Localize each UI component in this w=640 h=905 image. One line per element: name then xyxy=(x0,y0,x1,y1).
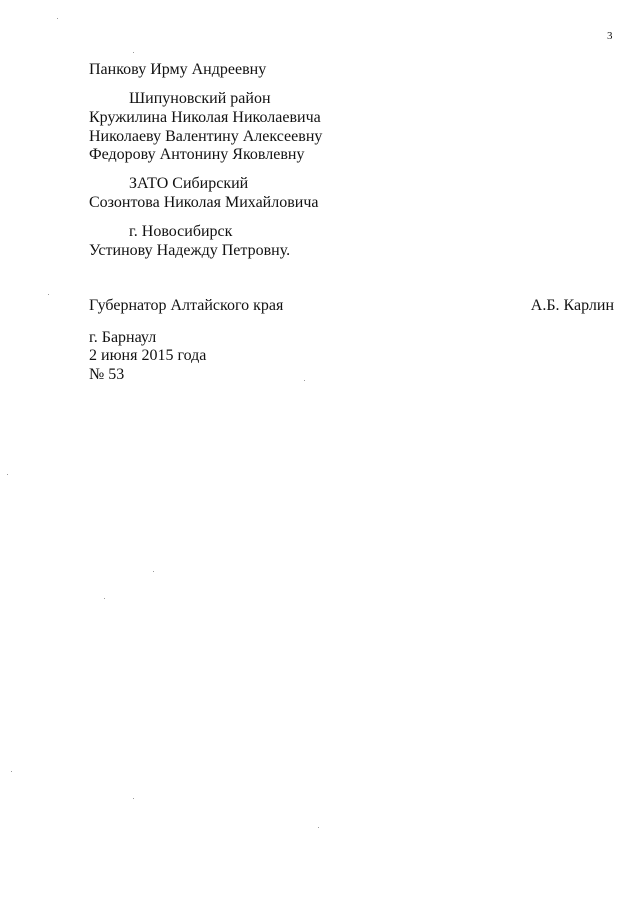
scan-speck xyxy=(7,474,8,475)
footer-city: г. Барнаул xyxy=(89,329,157,346)
footer-number: № 53 xyxy=(89,366,125,383)
person-name: Кружилина Николая Николаевича xyxy=(89,109,321,126)
district-heading: Шипуновский район xyxy=(129,90,271,107)
district-heading: ЗАТО Сибирский xyxy=(129,175,249,192)
scan-speck xyxy=(11,771,12,772)
scan-speck xyxy=(133,52,134,53)
signatory-name: А.Б. Карлин xyxy=(530,297,614,314)
scan-speck xyxy=(153,571,154,572)
district-heading: г. Новосибирск xyxy=(129,223,233,240)
person-name: Устинову Надежду Петровну. xyxy=(89,242,291,259)
person-name: Федорову Антонину Яковлевну xyxy=(89,146,305,163)
page-number: 3 xyxy=(607,30,613,42)
scan-speck xyxy=(318,827,319,828)
person-name: Панкову Ирму Андреевну xyxy=(89,61,267,78)
scan-speck xyxy=(304,380,305,381)
person-name: Созонтова Николая Михайловича xyxy=(89,194,319,211)
scan-speck xyxy=(104,598,105,599)
scan-speck xyxy=(57,18,58,19)
person-name: Николаеву Валентину Алексеевну xyxy=(89,128,323,145)
scan-speck xyxy=(48,294,49,295)
footer-date: 2 июня 2015 года xyxy=(89,347,207,364)
signatory-position: Губернатор Алтайского края xyxy=(89,297,284,314)
scan-speck xyxy=(133,798,134,799)
